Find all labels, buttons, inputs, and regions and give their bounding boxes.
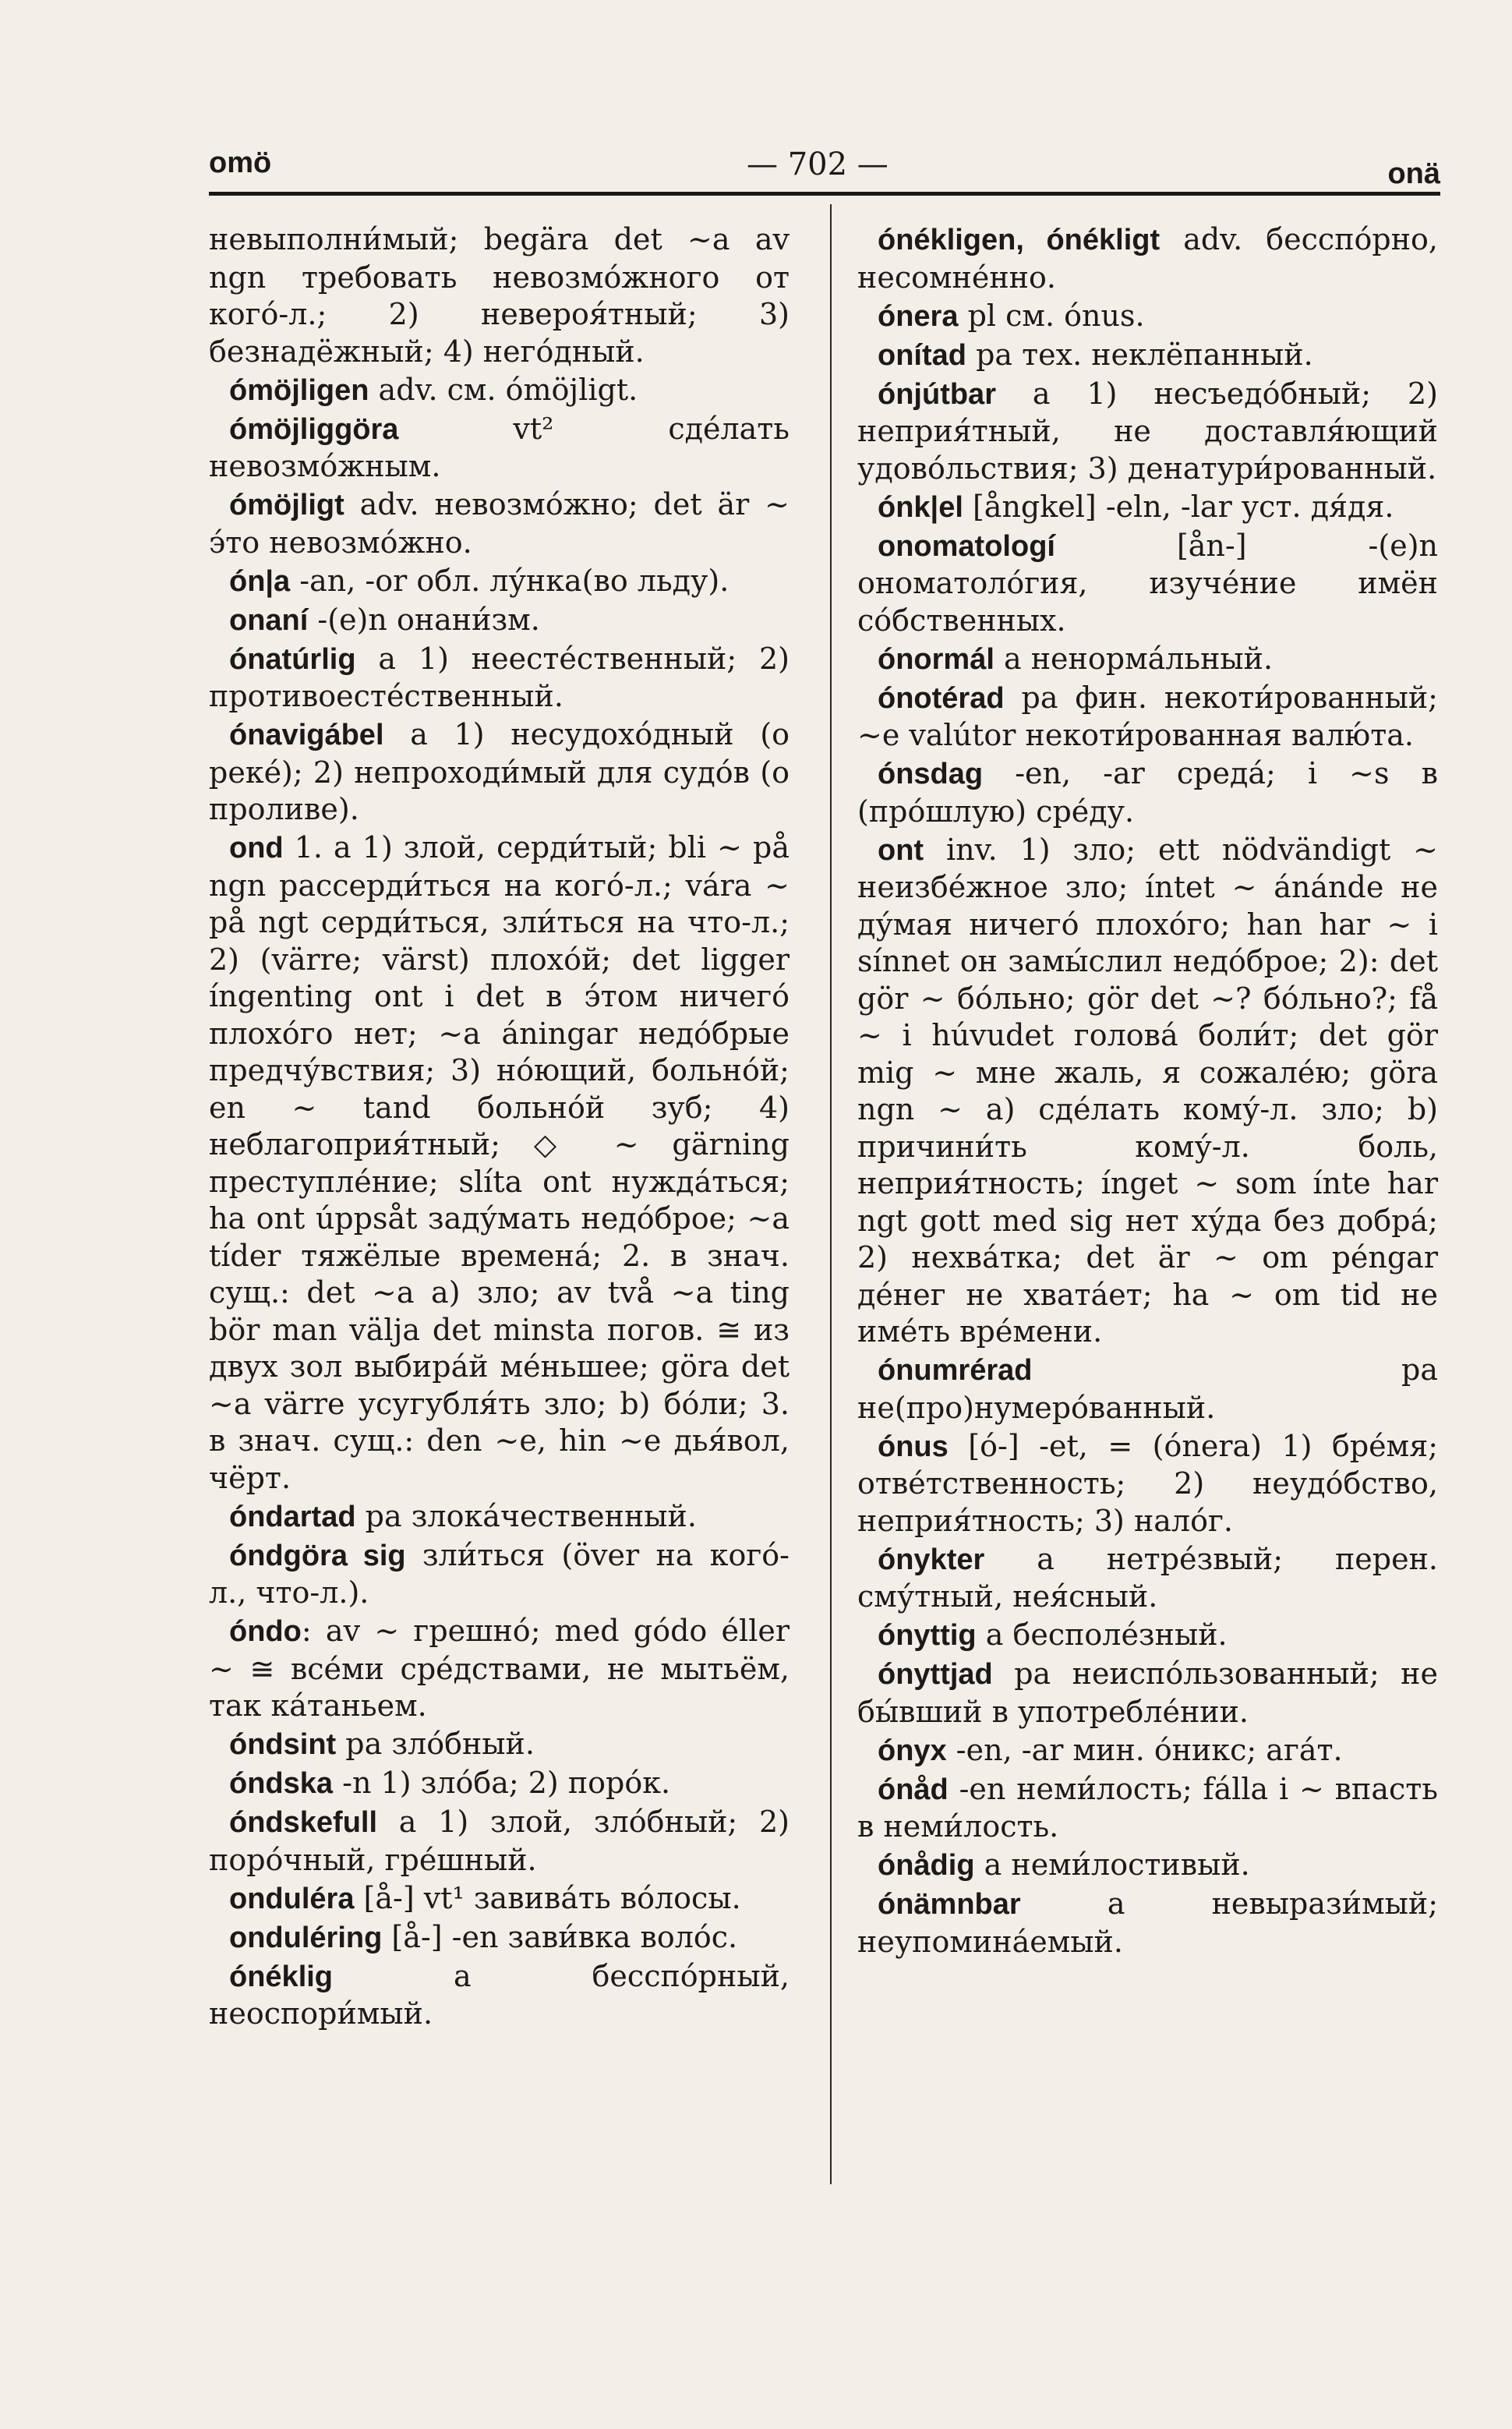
dictionary-entry bbox=[209, 411, 790, 486]
dictionary-entry bbox=[857, 1428, 1438, 1540]
dictionary-entry bbox=[857, 376, 1438, 488]
dictionary-entry bbox=[857, 1352, 1438, 1427]
entry-text: a ненорма́льный. bbox=[994, 641, 1274, 676]
entry-headword: ónera bbox=[878, 299, 959, 333]
entry-text: -(e)n онани́зм. bbox=[308, 602, 540, 637]
entry-headword: ónavigábel bbox=[229, 719, 384, 751]
dictionary-entry bbox=[857, 489, 1438, 527]
entry-headword: ómöjligt bbox=[229, 489, 344, 522]
dictionary-entry bbox=[209, 1726, 790, 1764]
entry-text: pa фин. некоти́рованный; ~e valútor некоти́рованная валю́та. bbox=[857, 680, 1438, 752]
entry-text: adv. невозмо́жно; det är ~ э́то невозмо́жно. bbox=[209, 487, 790, 560]
entry-headword: óndskefull bbox=[229, 1806, 378, 1839]
entry-text: pa зло́бный. bbox=[336, 1727, 535, 1761]
entry-text: невыполни́мый; begära det ~a av ngn требовать невозмо́жного от кого́-л.; 2) невероя́тный; 3) безнадёжный; 4) него́дный. bbox=[209, 222, 790, 369]
entry-text: a 1) злой, зло́бный; 2) поро́чный, гре́шный. bbox=[209, 1805, 790, 1877]
dictionary-entry bbox=[857, 832, 1438, 1351]
entry-headword: ónyx bbox=[878, 1734, 947, 1767]
entry-headword: ónyttig bbox=[878, 1619, 977, 1652]
right-guide-word: onä bbox=[1387, 157, 1440, 190]
entry-headword: ónk|el bbox=[878, 490, 963, 524]
entry-headword: óndo bbox=[229, 1615, 302, 1648]
dictionary-entry bbox=[209, 1765, 790, 1803]
dictionary-entry bbox=[209, 486, 790, 561]
dictionary-entry bbox=[209, 1880, 790, 1918]
entry-text: -en, -ar среда́; i ~s в (про́шлую) сре́ду. bbox=[857, 756, 1438, 829]
entry-text: pa неиспо́льзованный; не бы́вший в употребле́нии. bbox=[857, 1656, 1438, 1729]
dictionary-entry bbox=[209, 1613, 790, 1725]
entry-headword: onaní bbox=[229, 603, 309, 637]
entry-text: pa злока́чественный. bbox=[355, 1498, 697, 1533]
entry-headword: óndgöra sig bbox=[229, 1539, 406, 1572]
dictionary-entry bbox=[857, 1656, 1438, 1731]
entry-text: [å-] -en зави́вка воло́с. bbox=[382, 1919, 738, 1954]
dictionary-entry bbox=[857, 1847, 1438, 1885]
left-column bbox=[209, 221, 790, 2034]
entry-headword: ónåd bbox=[878, 1773, 949, 1806]
entry-headword: ónotérad bbox=[878, 681, 1005, 715]
entry-text: : av ~ грешно́; med gódo éller ~ ≅ все́ми сре́дствами, не мытьём, так ка́таньем. bbox=[209, 1614, 790, 1723]
entry-text: [ångkel] -eln, -lar уст. дя́дя. bbox=[963, 489, 1394, 524]
entry-text: -an, -or обл. лу́нка(во льду). bbox=[290, 563, 730, 598]
entry-headword: ónyttjad bbox=[878, 1658, 993, 1691]
dictionary-entry bbox=[209, 829, 790, 1497]
dictionary-entry bbox=[209, 1919, 790, 1957]
entry-text: pl см. ónus. bbox=[958, 298, 1145, 333]
entry-headword: onítad bbox=[878, 338, 966, 372]
dictionary-entry bbox=[209, 563, 790, 601]
entry-text: adv. бесспо́рно, несомне́нно. bbox=[857, 222, 1439, 295]
entry-text: -en, -ar мин. о́никс; ага́т. bbox=[946, 1732, 1343, 1767]
entry-text: a неми́лостивый. bbox=[974, 1847, 1250, 1882]
entry-headword: ómöjliggöra bbox=[229, 412, 399, 446]
header-rule bbox=[209, 192, 1440, 196]
entry-text: a 1) несъедо́бный; 2) неприя́тный, не доставля́ющий удово́льствия; 3) денатури́рованный. bbox=[857, 376, 1438, 486]
entry-text: [ó-] -et, = (ónera) 1) бре́мя; отве́тственность; 2) неудо́бство, неприя́тность; 3) нало́г. bbox=[857, 1428, 1438, 1538]
entry-headword: ónådig bbox=[878, 1849, 975, 1882]
entry-text: [ån-] -(e)n ономатоло́гия, изуче́ние имён со́бственных. bbox=[857, 528, 1438, 638]
entry-text: pa не(про)нумеро́ванный. bbox=[857, 1352, 1438, 1425]
dictionary-entry bbox=[857, 1732, 1438, 1770]
dictionary-entry bbox=[857, 1617, 1438, 1655]
entry-text: a 1) несудохо́дный (о реке́); 2) непроходи́мый для судо́в (о проливе). bbox=[209, 717, 790, 826]
entry-text: a нетре́звый; перен. сму́тный, нея́сный. bbox=[857, 1541, 1438, 1614]
entry-headword: ómöjligen bbox=[229, 373, 369, 407]
entry-headword: ont bbox=[878, 833, 924, 867]
entry-headword: ónjútbar bbox=[878, 377, 996, 411]
entry-headword: ónsdag bbox=[878, 758, 984, 790]
page-number: — 702 — bbox=[747, 147, 888, 182]
entry-headword: ón|a bbox=[229, 564, 291, 598]
entry-text: [å-] vt¹ завива́ть во́лосы. bbox=[354, 1880, 741, 1915]
entry-headword: ónormál bbox=[878, 642, 994, 676]
dictionary-entry bbox=[209, 1958, 790, 2033]
dictionary-entry bbox=[209, 716, 790, 829]
dictionary-entry bbox=[209, 641, 790, 716]
entry-headword: onduléra bbox=[229, 1882, 355, 1915]
dictionary-entry bbox=[857, 528, 1438, 640]
column-divider bbox=[830, 204, 832, 2184]
dictionary-entry bbox=[857, 1541, 1438, 1616]
entry-headword: ónéklig bbox=[229, 1960, 334, 1993]
entry-headword: óndska bbox=[229, 1767, 334, 1800]
entry-headword: ónämnbar bbox=[878, 1888, 1021, 1921]
entry-text: 1. a 1) злой, серди́тый; bli ~ på ngn рассерди́ться на кого́-л.; vára ~ på ngt серди́ться, зли́ться на что-л.; 2) (värre; värst) плохо́й; det ligger íngenting ont i det в э́том ничего́ плохо́го нет; ~a áningar недо́брые предчу́вствия; 3) но́ющий, больно́й; en ~ tand больно́й зуб; 4) неблагоприя́тный; ◇ ~ gärning преступле́ние; slíta ont нужда́ться; ha ont úppsåt заду́мать недо́брое; ~a tíder тяжёлые времена́; 2. в знач. сущ.: det ~a a) зло; av två ~a ting bör man välja det minsta погов. ≅ из двух зол выбира́й ме́ньшее; göra det ~a värre усугубля́ть зло; b) бо́ли; 3. в знач. сущ.: den ~e, hin ~e дья́вол, чёрт. bbox=[209, 830, 790, 1495]
right-column bbox=[857, 221, 1438, 1962]
entry-headword: ónumrérad bbox=[878, 1354, 1033, 1387]
entry-headword: óndsint bbox=[229, 1728, 337, 1761]
dictionary-entry bbox=[857, 298, 1438, 336]
dictionary-entry bbox=[857, 755, 1438, 830]
dictionary-entry bbox=[857, 680, 1438, 755]
entry-headword: ond bbox=[229, 832, 284, 864]
dictionary-entry bbox=[857, 1886, 1438, 1961]
dictionary-entry bbox=[209, 1804, 790, 1879]
entry-headword: ónykter bbox=[878, 1543, 985, 1576]
dictionary-entry bbox=[857, 337, 1438, 375]
dictionary-entry bbox=[209, 372, 790, 410]
left-guide-word: omö bbox=[209, 147, 272, 179]
entry-headword: ónus bbox=[878, 1430, 949, 1463]
entry-headword: onomatologí bbox=[878, 529, 1055, 563]
dictionary-entry bbox=[209, 1537, 790, 1612]
entry-text: a 1) неесте́ственный; 2) противоесте́ственный. bbox=[209, 641, 790, 713]
dictionary-entry bbox=[209, 1498, 790, 1536]
entry-text: -en неми́лость; fálla i ~ впасть в неми́лость. bbox=[857, 1771, 1438, 1844]
dictionary-entry bbox=[209, 221, 790, 370]
entry-headword: onduléring bbox=[229, 1921, 383, 1954]
entry-headword: ónékligen, ónékligt bbox=[878, 224, 1160, 256]
entry-text: a невырази́мый; неупомина́емый. bbox=[857, 1886, 1438, 1959]
entry-text: a бесполе́зный. bbox=[976, 1618, 1228, 1652]
entry-text: vt² сде́лать невозмо́жным. bbox=[209, 411, 790, 483]
entry-text: inv. 1) зло; ett nödvändigt ~ неизбе́жное зло; íntet ~ ánánde не ду́мая ничего́ плохо́го; han har ~ i sínnet он замы́слил недо́брое; 2): det gör ~ бо́льно; gör det ~? бо́льно?; få ~ i húvudet голова́ боли́т; det gör mig ~ мне жаль, я сожале́ю; göra ngn ~ a) сде́лать кому́-л. зло; b) причини́ть кому́-л. боль, неприя́тность; ínget ~ som ínte har ngt gott med sig нет ху́да без добра́; 2) нехва́тка; det är ~ om péngar де́нег не хвата́ет; ha ~ om tid не име́ть вре́мени. bbox=[857, 832, 1438, 1349]
entry-headword: óndartad bbox=[229, 1500, 356, 1533]
page-header bbox=[209, 147, 1440, 193]
entry-text: -n 1) зло́ба; 2) поро́к. bbox=[333, 1766, 671, 1800]
entry-text: pa тех. неклёпанный. bbox=[966, 337, 1313, 372]
dictionary-entry bbox=[857, 1771, 1438, 1846]
dictionary-entry bbox=[857, 641, 1438, 679]
entry-text: adv. см. ómöjligt. bbox=[369, 372, 638, 407]
dictionary-entry bbox=[209, 602, 790, 640]
entry-text: a бесспо́рный, неоспори́мый. bbox=[209, 1958, 790, 2031]
entry-headword: ónatúrlig bbox=[229, 642, 356, 676]
entry-text: зли́ться (över на кого́-л., что-л.). bbox=[209, 1537, 790, 1610]
dictionary-entry bbox=[857, 221, 1438, 296]
